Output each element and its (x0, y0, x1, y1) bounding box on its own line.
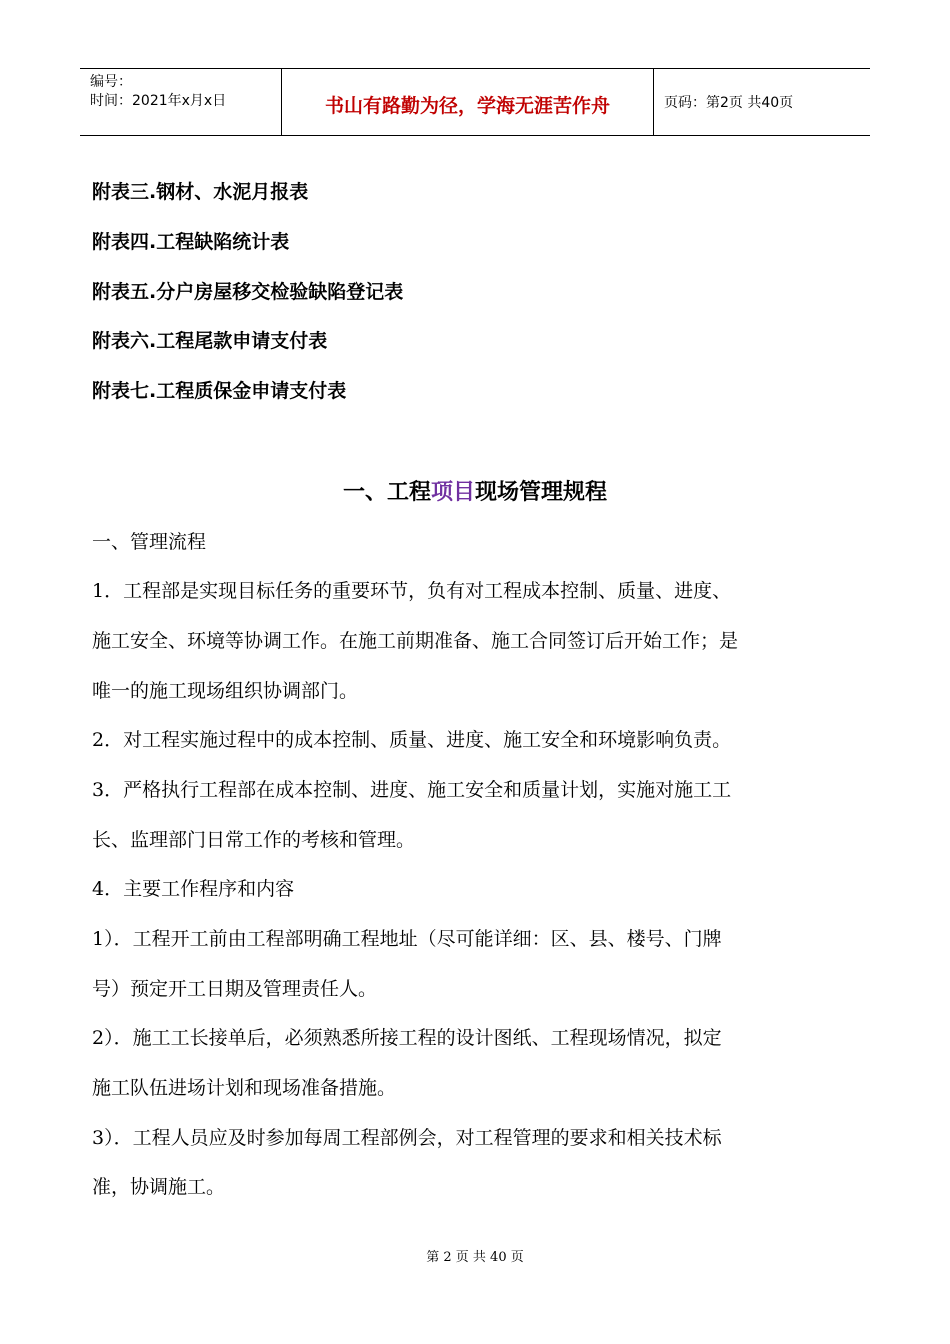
body-line: 准，协调施工。 (92, 1176, 226, 1198)
body-line: 施工安全、环境等协调工作。在施工前期准备、施工合同签订后开始工作；是 (92, 630, 739, 652)
body-line: 3．严格执行工程部在成本控制、进度、施工安全和质量计划，实施对施工工 (92, 779, 732, 801)
appendix-item: 附表六.工程尾款申请支付表 (92, 330, 328, 352)
page-header (80, 68, 870, 136)
body-line: 唯一的施工现场组织协调部门。 (92, 680, 359, 702)
body-line: 长、监理部门日常工作的考核和管理。 (92, 829, 416, 851)
header-time: 时间：2021年x月x日 (90, 93, 227, 109)
body-line: 1．工程部是实现目标任务的重要环节，负有对工程成本控制、质量、进度、 (92, 580, 732, 602)
appendix-item: 附表五.分户房屋移交检验缺陷登记表 (92, 281, 404, 303)
body-line: 3）．工程人员应及时参加每周工程部例会，对工程管理的要求和相关技术标 (92, 1127, 722, 1149)
body-line: 号）预定开工日期及管理责任人。 (92, 978, 378, 1000)
body-line: 2．对工程实施过程中的成本控制、质量、进度、施工安全和环境影响负责。 (92, 729, 732, 751)
header-left-cell (80, 69, 282, 135)
appendix-item: 附表七.工程质保金申请支付表 (92, 380, 347, 402)
body-line: 4．主要工作程序和内容 (92, 878, 295, 900)
body-line: 一、管理流程 (92, 531, 207, 553)
appendix-item: 附表三.钢材、水泥月报表 (92, 181, 309, 203)
header-number: 编号： (90, 74, 132, 90)
title-suffix: 现场管理规程 (475, 480, 608, 505)
title-prefix: 一、工程 (342, 480, 431, 505)
header-page-info: 页码：第2页 共40页 (664, 95, 794, 111)
body-line: 1）．工程开工前由工程部明确工程地址（尽可能详细：区、县、楼号、门牌 (92, 928, 722, 950)
page-footer: 第 2 页 共 40 页 (426, 1250, 524, 1265)
title-highlight: 项目 (430, 480, 475, 505)
section-title (0, 478, 950, 508)
body-line: 2）．施工工长接单后，必须熟悉所接工程的设计图纸、工程现场情况，拟定 (92, 1027, 722, 1049)
header-motto: 书山有路勤为径，学海无涯苦作舟 (282, 69, 654, 135)
body-line: 施工队伍进场计划和现场准备措施。 (92, 1077, 397, 1099)
appendix-item: 附表四.工程缺陷统计表 (92, 231, 290, 253)
